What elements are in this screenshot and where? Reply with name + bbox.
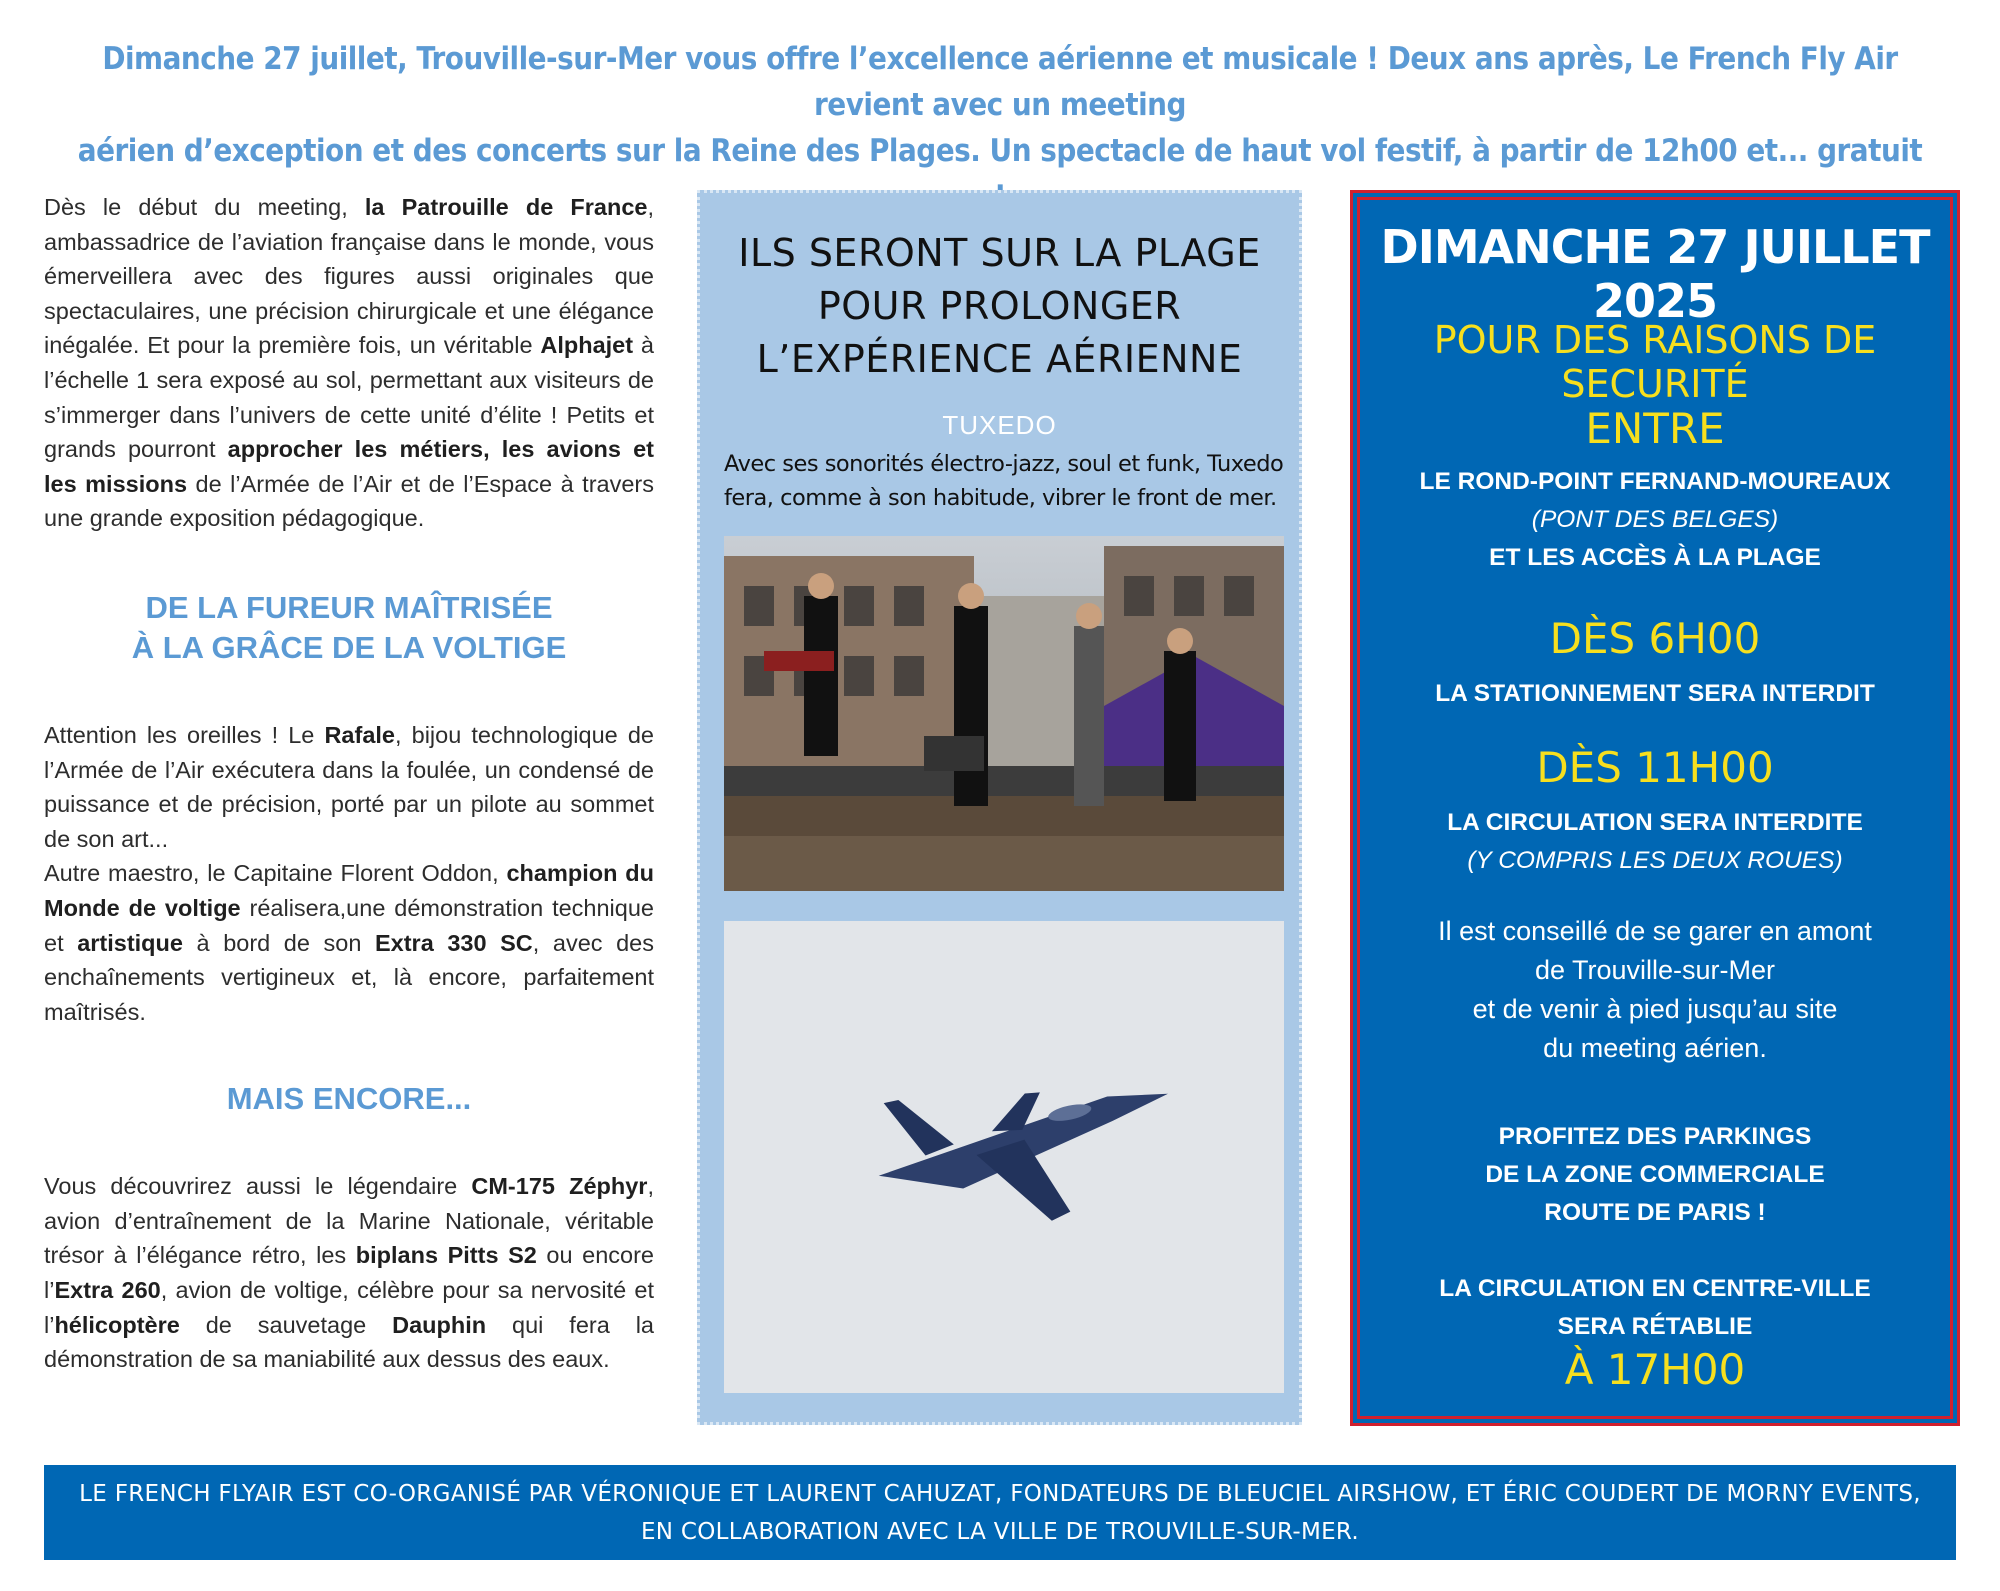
section-heading-mais-encore: MAIS ENCORE... xyxy=(226,1081,472,1117)
text-run: à bord de son xyxy=(182,929,375,956)
traffic-info-inner xyxy=(1357,197,1953,1419)
bold-text: CM-175 Zéphyr xyxy=(471,1173,648,1200)
text-run: Autre maestro, le Capitaine Florent Oddon, xyxy=(44,860,507,887)
advice-line: et de venir à pied jusqu’au site xyxy=(1472,994,1838,1024)
aircraft-paragraph xyxy=(44,1169,654,1377)
traffic-ban xyxy=(1360,804,1950,880)
traffic-line: LA CIRCULATION SERA INTERDITE xyxy=(1447,809,1863,836)
parking-line: DE LA ZONE COMMERCIALE xyxy=(1485,1161,1825,1188)
text-run: qui fera la démonstration de sa maniabilité aux dessus des eaux. xyxy=(44,1311,654,1373)
text-run: , bijou technologique de l’Armée de l’Air exécutera dans la foulée, un condensé de puissance et de précision, porté par un pilote au sommet de son art... xyxy=(44,721,654,852)
bold-text: biplans Pitts S2 xyxy=(355,1242,537,1269)
section-heading-fureur xyxy=(44,588,654,668)
parking-zone xyxy=(1360,1118,1950,1232)
bold-text: Extra 260 xyxy=(54,1277,161,1304)
traffic-line: (Y COMPRIS LES DEUX ROUES) xyxy=(1467,847,1843,874)
text-run: à l’échelle 1 sera exposé au sol, permettant aux visiteurs de s’immerger dans l’univers de cette unité d’élite ! Petits et grands pourront xyxy=(44,332,654,463)
heading-line: ILS SERONT SUR LA PLAGE xyxy=(738,231,1261,275)
advice-line: de Trouville-sur-Mer xyxy=(1534,955,1776,985)
organizers-footer xyxy=(44,1465,1956,1560)
time-11h: DÈS 11H00 xyxy=(1536,743,1774,792)
time-6h: DÈS 6H00 xyxy=(1549,614,1761,663)
parking-ban: LA STATIONNEMENT SERA INTERDIT xyxy=(1435,680,1875,707)
text-run: de sauvetage xyxy=(179,1311,393,1338)
footer-line: EN COLLABORATION AVEC LA VILLE DE TROUVILLE-SUR-MER. xyxy=(640,1519,1360,1545)
rafale-paragraph xyxy=(44,718,654,856)
text-run: Dès le début du meeting, xyxy=(44,194,365,220)
heading-line: L’EXPÉRIENCE AÉRIENNE xyxy=(756,337,1243,381)
bold-text: Dauphin xyxy=(392,1311,487,1338)
intro-line-1: Dimanche 27 juillet, Trouville-sur-Mer vous offre l’excellence aérienne et musicale ! Deux ans après, Le French Fly Air revient avec un meeting xyxy=(102,41,1898,123)
intro-line-2: aérien d’exception et des concerts sur la Reine des Plages. Un spectacle de haut vol festif, à partir de 12h00 et... gratuit xyxy=(77,133,1923,169)
text-run: , avion d’entraînement de la Marine Nationale, véritable trésor à l’élégance rétro, les xyxy=(44,1173,654,1269)
left-column xyxy=(44,190,654,1377)
footer-line: LE FRENCH FLYAIR EST CO-ORGANISÉ PAR VÉRONIQUE ET LAURENT CAHUZAT, FONDATEURS DE BLEUCIEL AIRSHOW, ET ÉRIC COUDERT DE MORNY EVENTS, xyxy=(79,1481,1921,1507)
bold-text: Alphajet xyxy=(540,332,634,359)
bold-text: Rafale xyxy=(324,721,395,748)
heading-line: À LA GRÂCE DE LA VOLTIGE xyxy=(131,629,567,665)
zone-line: (PONT DES BELGES) xyxy=(1531,506,1779,533)
text-run: de l’Armée de l’Air et de l’Espace à travers une grande exposition pédagogique. xyxy=(44,470,654,532)
intro-paragraph xyxy=(44,190,654,536)
text-run: réalisera,une démonstration technique et xyxy=(44,894,654,956)
text-run: Attention les oreilles ! Le xyxy=(44,721,325,748)
time-17h: À 17H00 xyxy=(1564,1345,1746,1394)
heading-line: POUR PROLONGER xyxy=(817,284,1182,328)
zone-description xyxy=(1360,463,1950,577)
text-run: , avec des enchaînements vertigineux et, là encore, parfaitement maîtrisés. xyxy=(44,929,654,1025)
parking-line: PROFITEZ DES PARKINGS xyxy=(1498,1123,1812,1150)
bold-text: hélicoptère xyxy=(54,1311,180,1338)
concert-panel xyxy=(697,190,1302,1425)
rafale-photo xyxy=(724,921,1284,1393)
zone-line: ET LES ACCÈS À LA PLAGE xyxy=(1489,544,1821,571)
reopening-info xyxy=(1360,1270,1950,1346)
bold-text: champion du Monde de voltige xyxy=(44,860,654,921)
oddon-paragraph xyxy=(44,856,654,1029)
entre-label: ENTRE xyxy=(1585,404,1725,453)
parking-line: ROUTE DE PARIS ! xyxy=(1544,1199,1766,1226)
traffic-info-box xyxy=(1350,190,1960,1426)
text-run: ou encore l’ xyxy=(44,1242,654,1304)
band-photo xyxy=(724,536,1284,891)
bold-text: la Patrouille de France xyxy=(364,194,648,220)
parking-advice xyxy=(1360,912,1950,1068)
concert-heading xyxy=(700,227,1299,386)
advice-line: Il est conseillé de se garer en amont xyxy=(1438,916,1872,946)
security-heading: POUR DES RAISONS DE SECURITÉ xyxy=(1433,318,1877,406)
band-name: TUXEDO xyxy=(942,410,1057,440)
bold-text: Extra 330 SC xyxy=(374,929,533,956)
band-description: Avec ses sonorités électro-jazz, soul et funk, Tuxedo fera, comme à son habitude, vibrer le front de mer. xyxy=(724,451,1284,511)
text-run: , avion de voltige, célèbre pour sa nervosité et l’ xyxy=(44,1277,655,1338)
reopening-line: SERA RÉTABLIE xyxy=(1557,1313,1753,1340)
bold-text: approcher les métiers, les avions et les missions xyxy=(44,436,654,497)
text-run: , ambassadrice de l’aviation française dans le monde, vous émerveillera avec des figures aussi originales que spectaculaires, une précision chirurgicale et une élégance inégalée. Et pour la première fois, un véritable xyxy=(44,194,654,359)
text-run: Vous découvrirez aussi le légendaire xyxy=(44,1173,472,1200)
zone-line: LE ROND-POINT FERNAND-MOUREAUX xyxy=(1419,468,1891,495)
event-date: DIMANCHE 27 JUILLET 2025 xyxy=(1380,220,1930,328)
bold-text: artistique xyxy=(77,929,183,956)
reopening-line: LA CIRCULATION EN CENTRE-VILLE xyxy=(1439,1275,1871,1302)
heading-line: DE LA FUREUR MAÎTRISÉE xyxy=(145,589,553,625)
advice-line: du meeting aérien. xyxy=(1543,1033,1767,1063)
